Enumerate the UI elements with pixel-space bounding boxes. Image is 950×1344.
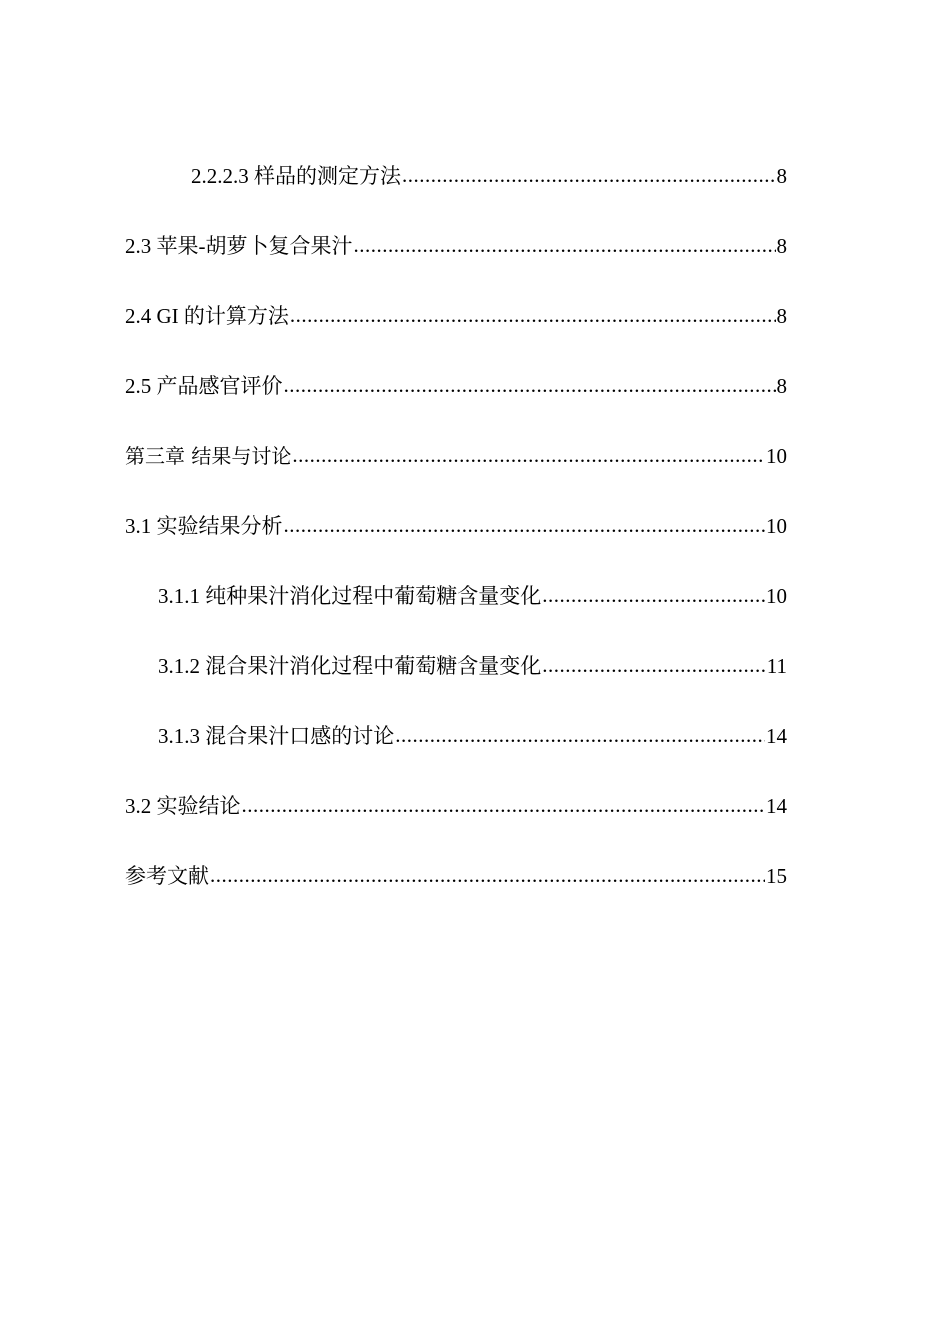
toc-entry-title: 2.4 GI 的计算方法 [125, 304, 289, 328]
toc-page-number: 10 [766, 444, 787, 468]
toc-dot-leader [284, 513, 766, 533]
toc-page-number: 11 [766, 654, 787, 678]
toc-entry-references[interactable] [125, 858, 787, 928]
toc-entry-2-4[interactable] [125, 298, 787, 368]
toc-entry-title: 3.1.3 混合果汁口感的讨论 [158, 724, 395, 748]
toc-page-number: 8 [776, 304, 787, 328]
toc-page-number: 14 [766, 724, 787, 748]
toc-dot-leader [292, 443, 765, 463]
toc-page-number: 10 [766, 514, 787, 538]
toc-page-number: 10 [766, 584, 787, 608]
toc-entry-title: 3.1 实验结果分析 [125, 514, 283, 538]
toc-entry-title: 3.1.2 混合果汁消化过程中葡萄糖含量变化 [158, 654, 542, 678]
toc-dot-leader [354, 233, 776, 253]
toc-entry-chapter-3[interactable] [125, 438, 787, 508]
toc-entry-title: 3.1.1 纯种果汁消化过程中葡萄糖含量变化 [158, 584, 542, 608]
toc-dot-leader [542, 583, 765, 603]
table-of-contents [125, 158, 787, 928]
toc-entry-title: 2.2.2.3 样品的测定方法 [191, 164, 401, 188]
toc-entry-2-2-2-3[interactable] [125, 158, 787, 228]
toc-dot-leader [395, 723, 765, 743]
toc-page-number: 14 [766, 794, 787, 818]
toc-entry-title: 2.3 苹果-胡萝卜复合果汁 [125, 234, 353, 258]
toc-entry-3-1-1[interactable] [125, 578, 787, 648]
toc-page-number: 8 [776, 234, 787, 258]
toc-dot-leader [284, 373, 776, 393]
toc-page-number: 8 [776, 164, 787, 188]
toc-entry-3-1-3[interactable] [125, 718, 787, 788]
toc-page-number: 15 [766, 864, 787, 888]
toc-dot-leader [210, 863, 765, 883]
toc-dot-leader [242, 793, 766, 813]
toc-dot-leader [542, 653, 766, 673]
toc-entry-3-1[interactable] [125, 508, 787, 578]
toc-page-number: 8 [776, 374, 787, 398]
toc-dot-leader [402, 163, 776, 183]
toc-entry-title: 3.2 实验结论 [125, 794, 241, 818]
toc-entry-title: 第三章 结果与讨论 [125, 444, 292, 468]
toc-entry-3-1-2[interactable] [125, 648, 787, 718]
toc-entry-title: 2.5 产品感官评价 [125, 374, 283, 398]
toc-dot-leader [290, 303, 776, 323]
toc-entry-2-3[interactable] [125, 228, 787, 298]
toc-entry-3-2[interactable] [125, 788, 787, 858]
toc-entry-title: 参考文献 [125, 864, 209, 888]
toc-entry-2-5[interactable] [125, 368, 787, 438]
